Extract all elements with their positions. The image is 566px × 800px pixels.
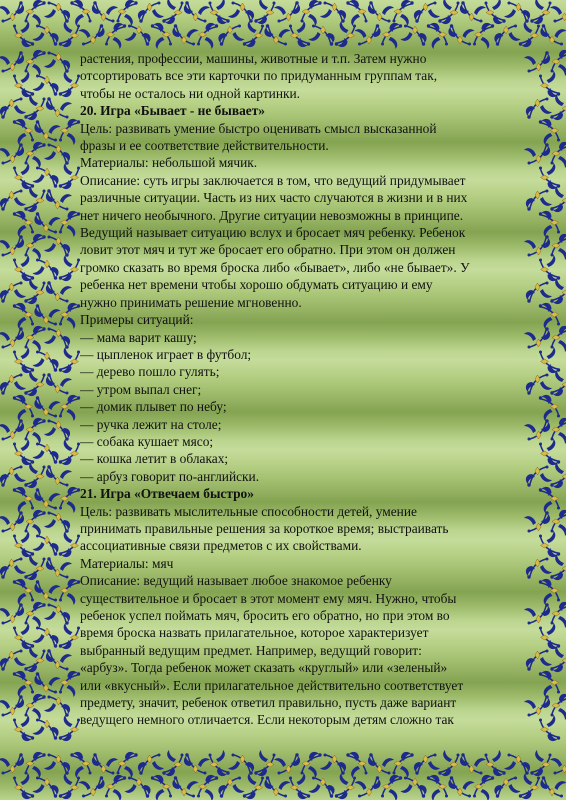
text-line: Цель: развивать умение быстро оценивать смысл высказанной <box>80 120 437 136</box>
text-line: нет ничего необычного. Другие ситуации невозможны в принципе. <box>80 207 464 223</box>
text-line: — дерево пошло гулять; <box>80 364 220 380</box>
text-line: ведущего немного отличается. Если некоторым детям сложно так <box>80 712 454 728</box>
text-line: ассоциативные связи предметов с их свойствами. <box>80 538 362 554</box>
text-line: «арбуз». Тогда ребенок может сказать «круглый» или «зеленый» <box>80 660 448 676</box>
text-line: ребенка нет времени чтобы хорошо обдумать ситуацию и ему <box>80 277 433 293</box>
text-line: — утром выпал снег; <box>80 381 202 397</box>
text-line: Примеры ситуаций: <box>80 312 194 328</box>
text-line: — мама варит кашу; <box>80 329 197 345</box>
text-line: — арбуз говорит по-английски. <box>80 468 260 484</box>
text-line: различные ситуации. Часть из них часто случаются в жизни и в них <box>80 190 468 206</box>
text-line: — цыпленок играет в футбол; <box>80 346 252 362</box>
text-line: — домик плывет по небу; <box>80 399 227 415</box>
text-line: Цель: развивать мыслительные способности детей, умение <box>80 503 417 519</box>
text-line: Материалы: небольшой мячик. <box>80 155 258 171</box>
text-line: Материалы: мяч <box>80 555 174 571</box>
text-line: Ведущий называет ситуацию вслух и бросает мяч ребенку. Ребенок <box>80 225 466 241</box>
section-heading: 20. Игра «Бывает - не бывает» <box>80 103 265 119</box>
text-line: предмету, значит, ребенок ответил правильно, пусть даже вариант <box>80 695 457 711</box>
text-line: или «вкусный». Если прилагательное действительно соответствует <box>80 677 464 693</box>
text-line: Описание: ведущий называет любое знакомое ребенку <box>80 573 392 589</box>
text-line: громко сказать во время броска либо «бывает», либо «не бывает». У <box>80 259 470 275</box>
text-line: — кошка летит в облаках; <box>80 451 229 467</box>
text-line: фразы и ее соответствие действительности. <box>80 138 329 154</box>
text-line: существительное и бросает в этот момент ему мяч. Нужно, чтобы <box>80 590 457 606</box>
text-line: растения, профессии, машины, животные и т.п. Затем нужно <box>80 51 427 66</box>
text-line: принимать правильные решения за короткое время; выстраивать <box>80 520 449 536</box>
text-line: — собака кушает мясо; <box>80 433 214 449</box>
text-line: ловит этот мяч и тут же бросает его обратно. При этом он должен <box>80 242 456 258</box>
document-text <box>80 50 522 748</box>
text-line: ребенок успел поймать мяч, бросить его обратно, но при этом во <box>80 608 450 623</box>
text-line: Описание: суть игры заключается в том, что ведущий придумывает <box>80 172 466 188</box>
text-line: чтобы не осталось ни одной картинки. <box>80 85 301 101</box>
text-line: — ручка лежит на столе; <box>80 416 222 432</box>
text-line: выбранный ведущим предмет. Например, ведущий говорит: <box>80 642 422 658</box>
text-line: отсортировать все эти карточки по придуманным группам так, <box>80 68 438 84</box>
section-heading: 21. Игра «Отвечаем быстро» <box>80 486 254 502</box>
text-line: время броска назвать прилагательное, которое характеризует <box>80 625 429 641</box>
text-line: нужно принимать решение мгновенно. <box>80 294 302 310</box>
